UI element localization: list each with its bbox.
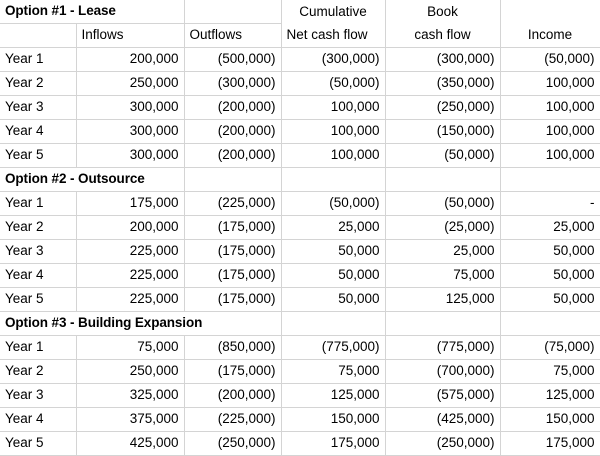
cell-net-cash-flow: (50,000)	[281, 72, 385, 96]
table-row	[0, 216, 600, 240]
cell-cumulative-cash-flow: 75,000	[385, 264, 500, 288]
cell-net-cash-flow: 100,000	[281, 96, 385, 120]
cell-outflows: (225,000)	[184, 192, 281, 216]
section-title: Option #3 - Building Expansion	[0, 312, 281, 336]
cell-cumulative-cash-flow: (25,000)	[385, 216, 500, 240]
cell-year: Year 1	[0, 48, 76, 72]
cell-inflows: 300,000	[76, 144, 184, 168]
cell-cumulative-cash-flow: 125,000	[385, 288, 500, 312]
cell-outflows: (850,000)	[184, 336, 281, 360]
cell-book-income: 125,000	[500, 384, 600, 408]
cell-outflows: (200,000)	[184, 384, 281, 408]
cell-year: Year 2	[0, 72, 76, 96]
cell-cumulative-cash-flow: (50,000)	[385, 144, 500, 168]
cell-net-cash-flow: 125,000	[281, 384, 385, 408]
cell-outflows: (500,000)	[184, 48, 281, 72]
empty-cell	[500, 312, 600, 336]
empty-cell	[385, 168, 500, 192]
cell-book-income: 75,000	[500, 360, 600, 384]
table-row	[0, 96, 600, 120]
cell-net-cash-flow: 75,000	[281, 360, 385, 384]
cell-cumulative-cash-flow: (150,000)	[385, 120, 500, 144]
cell-outflows: (200,000)	[184, 96, 281, 120]
cell-cumulative-cash-flow: (50,000)	[385, 192, 500, 216]
cell-inflows: 200,000	[76, 216, 184, 240]
cell-year: Year 4	[0, 120, 76, 144]
table-row	[0, 432, 600, 456]
cell-book-income: 100,000	[500, 144, 600, 168]
cell-year: Year 4	[0, 408, 76, 432]
section-title: Option #2 - Outsource	[0, 168, 184, 192]
section-title-row	[0, 0, 600, 24]
cell-outflows: (300,000)	[184, 72, 281, 96]
cell-inflows: 325,000	[76, 384, 184, 408]
empty-cell	[385, 312, 500, 336]
cell-book-income: (75,000)	[500, 336, 600, 360]
cell-net-cash-flow: 50,000	[281, 240, 385, 264]
cell-year: Year 5	[0, 288, 76, 312]
table-row	[0, 72, 600, 96]
cell-book-income: 100,000	[500, 120, 600, 144]
cell-book-income: 175,000	[500, 432, 600, 456]
cell-cumulative-cash-flow: 25,000	[385, 240, 500, 264]
table-row	[0, 144, 600, 168]
empty-cell	[281, 312, 385, 336]
table-row	[0, 264, 600, 288]
table-row	[0, 192, 600, 216]
cell-year: Year 4	[0, 264, 76, 288]
cell-cumulative-cash-flow: (425,000)	[385, 408, 500, 432]
cell-net-cash-flow: 175,000	[281, 432, 385, 456]
cell-year: Year 1	[0, 192, 76, 216]
column-header-outflows: Outflows	[184, 24, 281, 48]
table-row	[0, 288, 600, 312]
empty-cell	[184, 168, 281, 192]
cell-inflows: 425,000	[76, 432, 184, 456]
cell-outflows: (200,000)	[184, 144, 281, 168]
cell-outflows: (200,000)	[184, 120, 281, 144]
cell-cumulative-cash-flow: (300,000)	[385, 48, 500, 72]
cell-year: Year 5	[0, 144, 76, 168]
cell-book-income: 100,000	[500, 72, 600, 96]
cell-outflows: (225,000)	[184, 408, 281, 432]
cell-year: Year 2	[0, 216, 76, 240]
empty-cell	[184, 0, 281, 24]
table-row	[0, 48, 600, 72]
cell-inflows: 375,000	[76, 408, 184, 432]
table-row	[0, 336, 600, 360]
section-title-row	[0, 168, 600, 192]
cell-net-cash-flow: 100,000	[281, 144, 385, 168]
cell-cumulative-cash-flow: (700,000)	[385, 360, 500, 384]
cell-year: Year 1	[0, 336, 76, 360]
cell-outflows: (175,000)	[184, 360, 281, 384]
cell-inflows: 250,000	[76, 72, 184, 96]
cell-book-income: -	[500, 192, 600, 216]
column-header-net-cash-flow: Net cash flow	[281, 24, 385, 48]
table-row	[0, 360, 600, 384]
cell-inflows: 300,000	[76, 96, 184, 120]
cell-net-cash-flow: 50,000	[281, 264, 385, 288]
cell-outflows: (175,000)	[184, 240, 281, 264]
cell-net-cash-flow: 25,000	[281, 216, 385, 240]
cell-book-income: 25,000	[500, 216, 600, 240]
cell-net-cash-flow: (50,000)	[281, 192, 385, 216]
cell-cumulative-cash-flow: (250,000)	[385, 432, 500, 456]
column-header-row	[0, 24, 600, 48]
cell-net-cash-flow: 150,000	[281, 408, 385, 432]
column-header-book-line2: Income	[500, 24, 600, 48]
cell-year: Year 3	[0, 240, 76, 264]
cell-book-income: 50,000	[500, 240, 600, 264]
table-row	[0, 384, 600, 408]
cell-net-cash-flow: 100,000	[281, 120, 385, 144]
cell-year: Year 2	[0, 360, 76, 384]
section-title: Option #1 - Lease	[0, 0, 184, 24]
cell-cumulative-cash-flow: (775,000)	[385, 336, 500, 360]
cell-inflows: 225,000	[76, 288, 184, 312]
column-header-cumulative-line2: cash flow	[385, 24, 500, 48]
cell-inflows: 200,000	[76, 48, 184, 72]
cell-inflows: 225,000	[76, 264, 184, 288]
cell-net-cash-flow: (300,000)	[281, 48, 385, 72]
cell-year: Year 3	[0, 384, 76, 408]
column-header-inflows: Inflows	[76, 24, 184, 48]
cell-book-income: (50,000)	[500, 48, 600, 72]
cell-book-income: 50,000	[500, 264, 600, 288]
cell-cumulative-cash-flow: (250,000)	[385, 96, 500, 120]
cell-net-cash-flow: 50,000	[281, 288, 385, 312]
cell-year: Year 3	[0, 96, 76, 120]
table-row	[0, 408, 600, 432]
cell-inflows: 250,000	[76, 360, 184, 384]
cell-inflows: 225,000	[76, 240, 184, 264]
column-header-book-line1: Book	[385, 0, 500, 24]
cell-cumulative-cash-flow: (350,000)	[385, 72, 500, 96]
empty-cell	[500, 168, 600, 192]
cell-book-income: 100,000	[500, 96, 600, 120]
column-header-cumulative-line1: Cumulative	[281, 0, 385, 24]
table-row	[0, 120, 600, 144]
section-title-row	[0, 312, 600, 336]
cell-cumulative-cash-flow: (575,000)	[385, 384, 500, 408]
cell-book-income: 150,000	[500, 408, 600, 432]
cell-inflows: 300,000	[76, 120, 184, 144]
empty-cell	[0, 24, 76, 48]
cell-outflows: (175,000)	[184, 264, 281, 288]
cell-outflows: (175,000)	[184, 216, 281, 240]
cell-outflows: (250,000)	[184, 432, 281, 456]
cell-outflows: (175,000)	[184, 288, 281, 312]
cell-inflows: 75,000	[76, 336, 184, 360]
cell-inflows: 175,000	[76, 192, 184, 216]
cell-year: Year 5	[0, 432, 76, 456]
cell-book-income: 50,000	[500, 288, 600, 312]
table-row	[0, 240, 600, 264]
empty-cell	[281, 168, 385, 192]
cell-net-cash-flow: (775,000)	[281, 336, 385, 360]
